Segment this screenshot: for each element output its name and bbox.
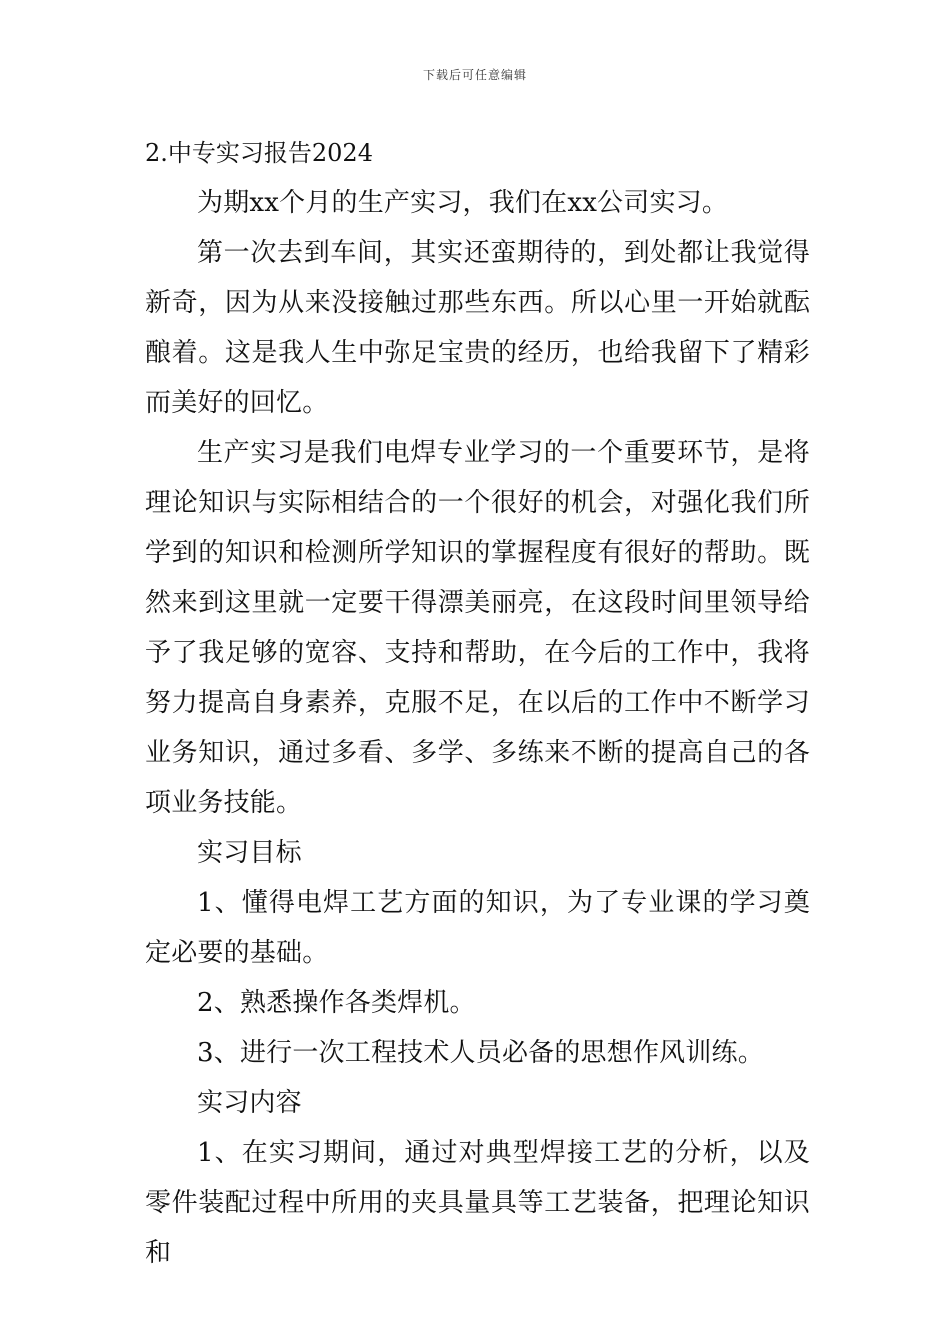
goal-item-3: 3、进行一次工程技术人员必备的思想作风训练。 <box>197 1038 764 1068</box>
document-title: 2.中专实习报告2024 <box>145 139 373 167</box>
goal-item-1: 1、懂得电焊工艺方面的知识，为了专业课的学习奠定必要的基础。 <box>145 888 810 968</box>
header-note: 下载后可任意编辑 <box>422 68 527 82</box>
content-item-1: 1、在实习期间，通过对典型焊接工艺的分析，以及零件装配过程中所用的夹具量具等工艺装备，把理论知识和 <box>145 1138 810 1268</box>
section-heading-goals: 实习目标 <box>197 838 302 868</box>
paragraph-first-visit: 第一次去到车间，其实还蛮期待的，到处都让我觉得新奇，因为从来没接触过那些东西。所以心里一开始就酝酿着。这是我人生中弥足宝贵的经历，也给我留下了精彩而美好的回忆。 <box>145 238 810 418</box>
document-body <box>145 128 810 1278</box>
paragraph-intro: 为期xx个月的生产实习，我们在xx公司实习。 <box>197 188 729 218</box>
section-heading-content: 实习内容 <box>197 1088 302 1118</box>
goal-item-2: 2、熟悉操作各类焊机。 <box>197 988 476 1018</box>
paragraph-internship-importance: 生产实习是我们电焊专业学习的一个重要环节，是将理论知识与实际相结合的一个很好的机会，对强化我们所学到的知识和检测所学知识的掌握程度有很好的帮助。既然来到这里就一定要干得漂美丽亮，在这段时间里领导给予了我足够的宽容、支持和帮助，在今后的工作中，我将努力提高自身素养，克服不足，在以后的工作中不断学习业务知识，通过多看、多学、多练来不断的提高自己的各项业务技能。 <box>145 438 810 818</box>
